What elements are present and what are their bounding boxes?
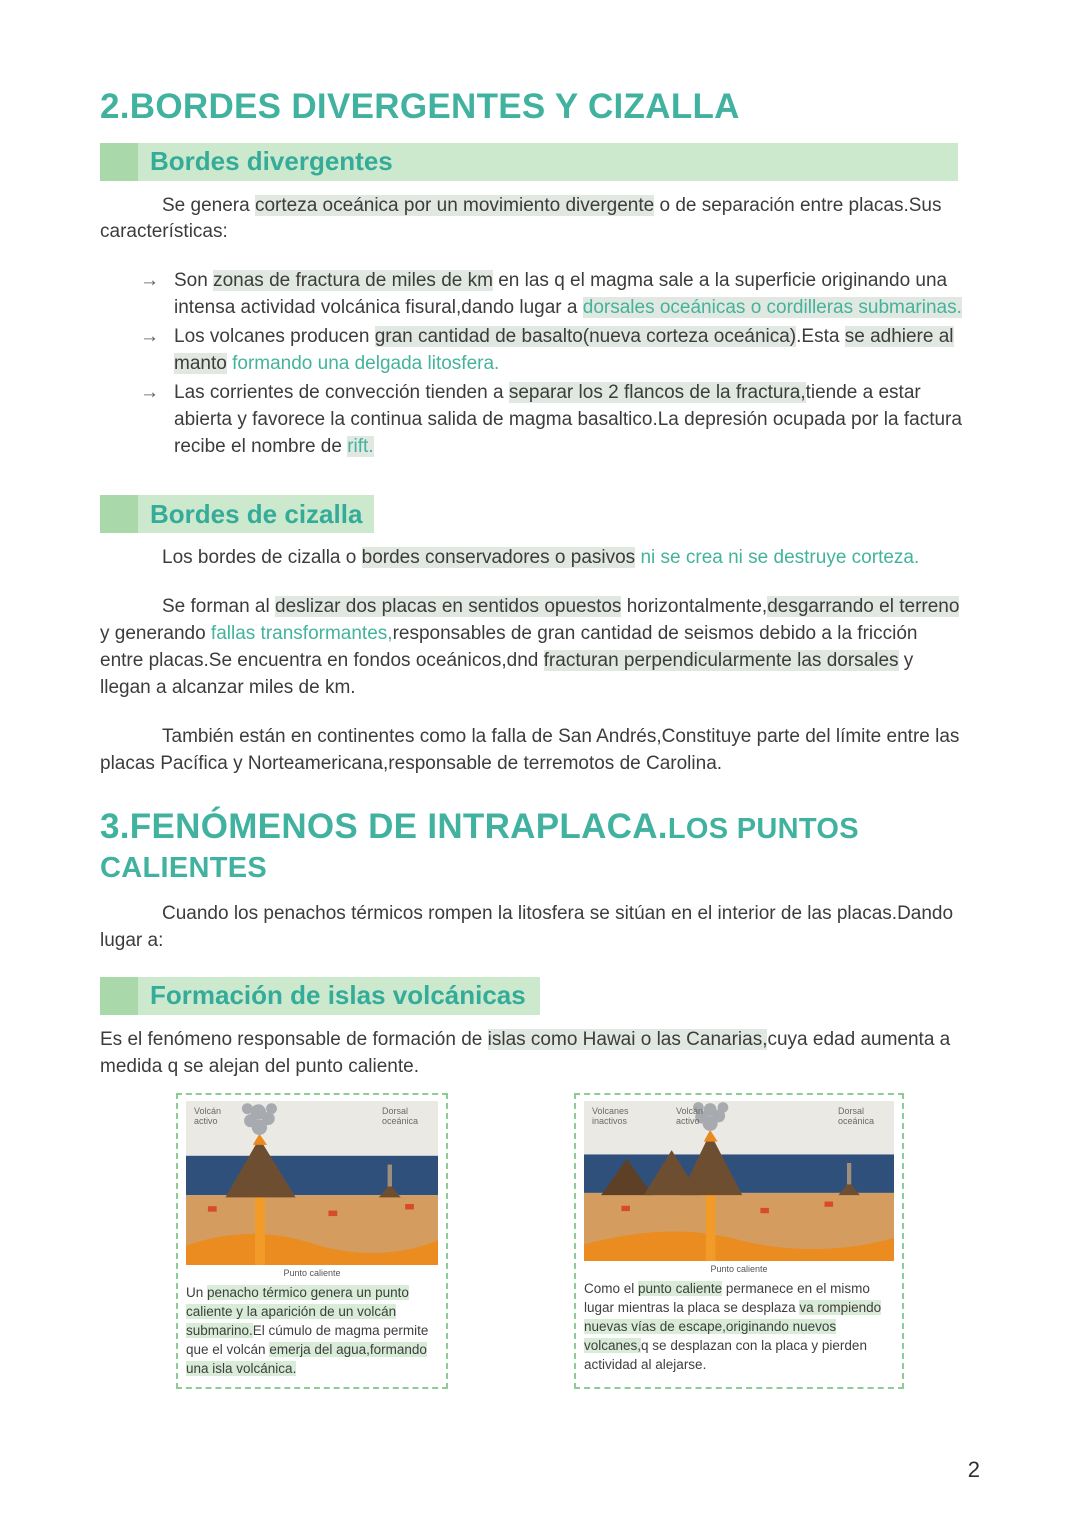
section-3-title bbox=[100, 808, 962, 885]
volcano-diagram-2 bbox=[584, 1101, 894, 1261]
label-volcan-activo: Volcán activo bbox=[194, 1105, 222, 1127]
section-3-title-sub: LOS PUNTOS CALIENTES bbox=[100, 813, 859, 884]
figures-row bbox=[176, 1093, 962, 1389]
divergentes-intro-paragraph: Se genera corteza oceánica por un movimiento divergente o de separación entre placas.Sus características: bbox=[100, 194, 942, 243]
section-2-title: 2.BORDES DIVERGENTES Y CIZALLA bbox=[100, 87, 740, 126]
label-dorsal-oceanica: Dorsal oceánica bbox=[382, 1105, 419, 1127]
bullet-item bbox=[140, 268, 962, 322]
figure-hotspot-island-formation bbox=[176, 1093, 448, 1389]
subheading-bordes-divergentes bbox=[100, 143, 958, 181]
arrow-icon: → bbox=[140, 382, 159, 404]
cizalla-paragraph-2: Se forman al deslizar dos placas en sentidos opuestos horizontalmente,desgarrando el terreno y generando fallas transformantes,responsables de gran cantidad de seismos debido a la fricción entre placas.Se encuentra en fondos oceánicos,dnd fracturan perpendicularmente las dorsales y llegan a alcanzar miles de km. bbox=[100, 596, 960, 699]
figure-1-caption: Un penacho térmico genera un punto caliente y la aparición de un volcán submarino.El cúmulo de magma permite que el volcán emerja del agua,formando una isla volcánica. bbox=[186, 1285, 429, 1376]
page-number: 2 bbox=[967, 1457, 980, 1482]
section-3-title-main: 3.FENÓMENOS DE INTRAPLACA. bbox=[100, 807, 668, 846]
subheading-bordes-de-cizalla bbox=[100, 495, 374, 533]
subheading-formacion-islas bbox=[100, 977, 540, 1015]
label-volcan-activo: Volcán activo bbox=[676, 1105, 704, 1127]
highlight-square-icon bbox=[100, 143, 138, 181]
label-punto-caliente: Punto caliente bbox=[283, 1268, 341, 1279]
bullet-item bbox=[140, 380, 962, 461]
volcano-diagram-1 bbox=[186, 1101, 438, 1265]
highlight-square-icon bbox=[100, 495, 138, 533]
bullet-text: Son zonas de fractura de miles de km en las q el magma sale a la superficie originando una intensa actividad volcánica fisural,dando lugar a dorsales oceánicas o cordilleras submarinas. bbox=[174, 270, 962, 319]
cizalla-paragraph-1: Los bordes de cizalla o bordes conservadores o pasivos ni se crea ni se destruye corteza. bbox=[162, 547, 920, 569]
cizalla-paragraph-3: También están en continentes como la falla de San Andrés,Constituye parte del límite entre las placas Pacífica y Norteamericana,responsable de terremotos de Carolina. bbox=[100, 726, 960, 775]
arrow-icon: → bbox=[140, 270, 159, 292]
bullet-item bbox=[140, 324, 962, 378]
bullet-text: Los volcanes producen gran cantidad de basalto(nueva corteza oceánica).Esta se adhiere al manto formando una delgada litosfera. bbox=[174, 326, 954, 375]
section-3-intro-paragraph: Cuando los penachos térmicos rompen la litosfera se sitúan en el interior de las placas.Dando lugar a: bbox=[100, 903, 954, 951]
label-volcanes-inactivos: Volcanes inactivos bbox=[592, 1105, 629, 1127]
figure-2-caption: Como el punto caliente permanece en el mismo lugar mientras la placa se desplaza va rompiendo nuevas vías de escape,originando nuevos volcanes,q se desplazan con la placa y pierden actividad al alejarse. bbox=[584, 1281, 882, 1372]
subheading-text: Formación de islas volcánicas bbox=[150, 980, 526, 1011]
divergentes-bullet-list bbox=[140, 268, 962, 461]
label-dorsal-oceanica: Dorsal oceánica bbox=[838, 1105, 875, 1127]
subheading-text: Bordes de cizalla bbox=[150, 498, 363, 529]
subheading-text: Bordes divergentes bbox=[150, 146, 393, 176]
figure-hotspot-volcano-chain bbox=[574, 1093, 904, 1389]
bullet-text: Las corrientes de convección tienden a separar los 2 flancos de la fractura,tiende a estar abierta y favorece la continua salida de magma basaltico.La depresión ocupada por la factura recibe el nombre de rift. bbox=[174, 382, 962, 458]
arrow-icon: → bbox=[140, 326, 159, 348]
label-punto-caliente: Punto caliente bbox=[710, 1264, 768, 1275]
highlight-square-icon bbox=[100, 977, 138, 1015]
islas-paragraph: Es el fenómeno responsable de formación de islas como Hawai o las Canarias,cuya edad aumenta a medida q se alejan del punto caliente. bbox=[100, 1028, 951, 1077]
